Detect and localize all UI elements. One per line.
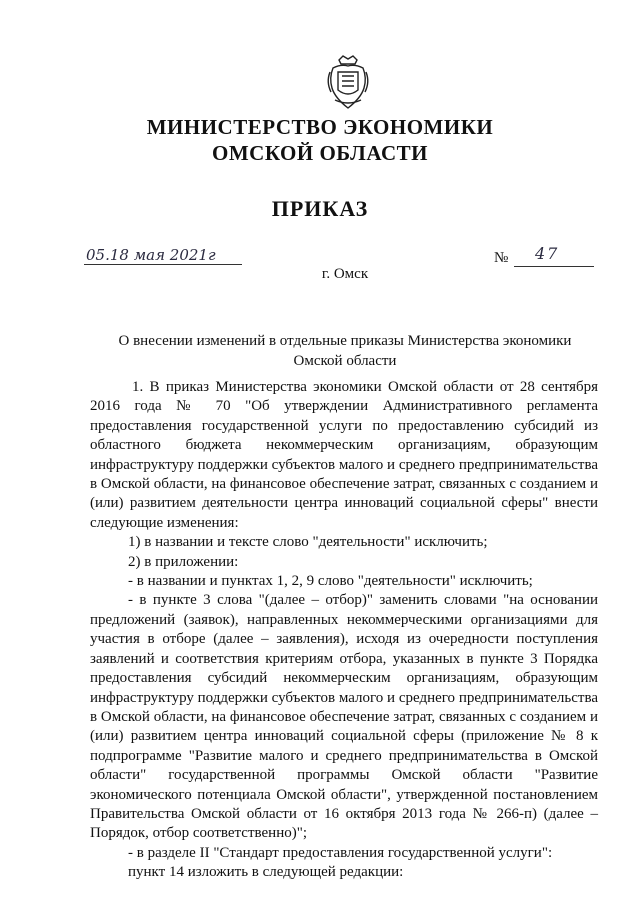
body-paragraph-6: - в разделе II "Стандарт предоставления государственной услуги": (128, 844, 553, 861)
body-paragraph-4: - в названии и пунктах 1, 2, 9 слово "деятельности" исключить; (128, 573, 533, 590)
document-body (90, 378, 598, 883)
organization-name-line1: МИНИСТЕРСТВО ЭКОНОМИКИ (146, 115, 494, 139)
body-paragraph-1: 1. В приказ Министерства экономики Омской области от 28 сентября 2016 года № 70 "Об утверждении Административного регламента предоставления государственной услуги по предоставлению субсидий из областного бюджета некоммерческим организациям, образующим инфраструктуру поддержки субъектов малого и среднего предпринимательства в Омской области, на финансовое обеспечение затрат, связанных с созданием и (или) развитием деятельности центра инноваций социальной сферы" внести следующие изменения: (90, 379, 598, 531)
city-name: г. Омск (321, 266, 369, 282)
body-paragraph-5: - в пункте 3 слова "(далее – отбор)" заменить словами "на основании предложений (заявок), направленных некоммерческими организациями для участия в отборе (далее – заявления), исходя из очередности поступления заявлений и соответствия критериям отбора, указанных в пункте 3 Порядка предоставления субсидий некоммерческим организациям, образующим инфраструктуру поддержки субъектов малого и среднего предпринимательства в Омской области, на финансовое обеспечение затрат, связанных с созданием и (или) развитием центра инноваций социальной сферы (приложение № 8 к подпрограмме "Развитие малого и среднего предпринимательства в Омской области" государственной программы Омской области "Развитие экономического потенциала Омской области", утвержденной постановлением Правительства Омской области от 16 октября 2013 года № 266-п) (далее – Порядок, отбор соответственно)"; (90, 592, 598, 842)
handwritten-date: 05.18 мая 2021г (86, 246, 216, 264)
organization-name-line2: ОМСКОЙ ОБЛАСТИ (212, 141, 428, 165)
handwritten-number: 47 (535, 244, 560, 263)
order-subject: О внесении изменений в отдельные приказы Министерства экономики Омской области (118, 333, 572, 369)
number-label: № (494, 250, 509, 266)
body-paragraph-7: пункт 14 изложить в следующей редакции: (128, 864, 404, 881)
date-underline (84, 264, 242, 265)
body-paragraph-3: 2) в приложении: (128, 553, 239, 570)
coat-of-arms-emblem (325, 54, 371, 110)
document-type-title: ПРИКАЗ (271, 196, 369, 221)
body-paragraph-2: 1) в названии и тексте слово "деятельности" исключить; (128, 534, 488, 551)
